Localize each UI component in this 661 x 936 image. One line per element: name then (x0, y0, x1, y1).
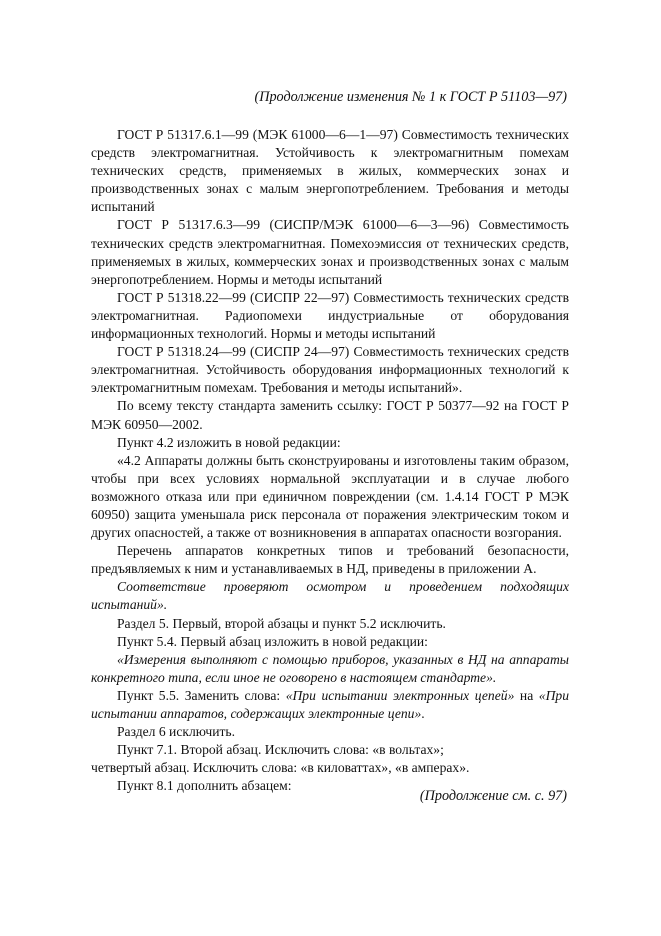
paragraph: Пункт 7.1. Второй абзац. Исключить слова: «в вольтах»; (117, 742, 444, 758)
paragraph: ГОСТ Р 51318.22—99 (СИСПР 22—97) Совместимость технических средств электромагнитная. Радиопомехи индустриальные от оборудования информационных технологий. Нормы и методы испытаний (91, 289, 569, 342)
paragraph: ГОСТ Р 51317.6.3—99 (СИСПР/МЭК 61000—6—3—96) Совместимость технических средств электромагнитная. Помехоэмиссия от технических средств, применяемых в жилых, коммерческих зонах и производственных зонах с малым энергопотреблением. Нормы и методы испытаний (91, 217, 569, 287)
paragraph: ГОСТ Р 51318.24—99 (СИСПР 24—97) Совместимость технических средств электромагнитная. Устойчивость оборудования информационных технологий к электромагнитным помехам. Требования и методы испытаний». (91, 344, 569, 396)
paragraph: Пункт 8.1 дополнить абзацем: (117, 778, 292, 794)
paragraph: Раздел 6 исключить. (117, 724, 236, 740)
text-span: на (514, 687, 539, 703)
document-body (91, 126, 569, 795)
paragraph: По всему тексту стандарта заменить ссылку: ГОСТ Р 50377—92 на ГОСТ Р МЭК 60950—2002. (91, 398, 569, 432)
paragraph: ГОСТ Р 51317.6.1—99 (МЭК 61000—6—1—97) Совместимость технических средств электромагнитная. Устойчивость к электромагнитным помехам технических средств, применяемых в жилых, коммерческих зонах и производственных зонах с малым энергопотреблением. Требования и методы испытаний (91, 127, 569, 215)
paragraph-mixed (91, 687, 569, 723)
paragraph-italic: Соответствие проверяют осмотром и проведением подходящих испытаний». (91, 579, 569, 613)
text-span-italic: «При испытании электронных цепей» (285, 687, 515, 703)
paragraph: «4.2 Аппараты должны быть сконструированы и изготовлены таким образом, чтобы при всех условиях нормальной эксплуатации и в случае любого возможного отказа или при единичном повреждении (см. 1.4.14 ГОСТ Р МЭК 60950) защита уменьшала риск персонала от поражения электрическим током и других опасностей, а также от возникновения в аппаратах опасности возгорания. (91, 452, 569, 541)
paragraph: Пункт 4.2 изложить в новой редакции: (117, 434, 341, 450)
paragraph: Пункт 5.4. Первый абзац изложить в новой редакции: (117, 633, 428, 649)
page-header: (Продолжение изменения № 1 к ГОСТ Р 51103—97) (254, 89, 567, 105)
paragraph: Перечень аппаратов конкретных типов и требований безопасности, предъявляемых к ним и устанавливаемых в НД, приведены в приложении А. (91, 543, 569, 577)
text-span: Пункт 5.5. Заменить слова: (117, 687, 286, 703)
paragraph: четвертый абзац. Исключить слова: «в киловаттах», «в амперах». (91, 760, 470, 776)
paragraph: Раздел 5. Первый, второй абзацы и пункт 5.2 исключить. (117, 615, 446, 631)
text-span-italic: «При испытании аппаратов, содержащих электронные цепи» (91, 687, 570, 721)
paragraph-italic: «Измерения выполняют с помощью приборов, указанных в НД на аппараты конкретного типа, если иное не оговорено в настоящем стандарте». (91, 651, 569, 685)
page-footer: (Продолжение см. с. 97) (419, 788, 567, 804)
text-span: . (421, 706, 425, 721)
